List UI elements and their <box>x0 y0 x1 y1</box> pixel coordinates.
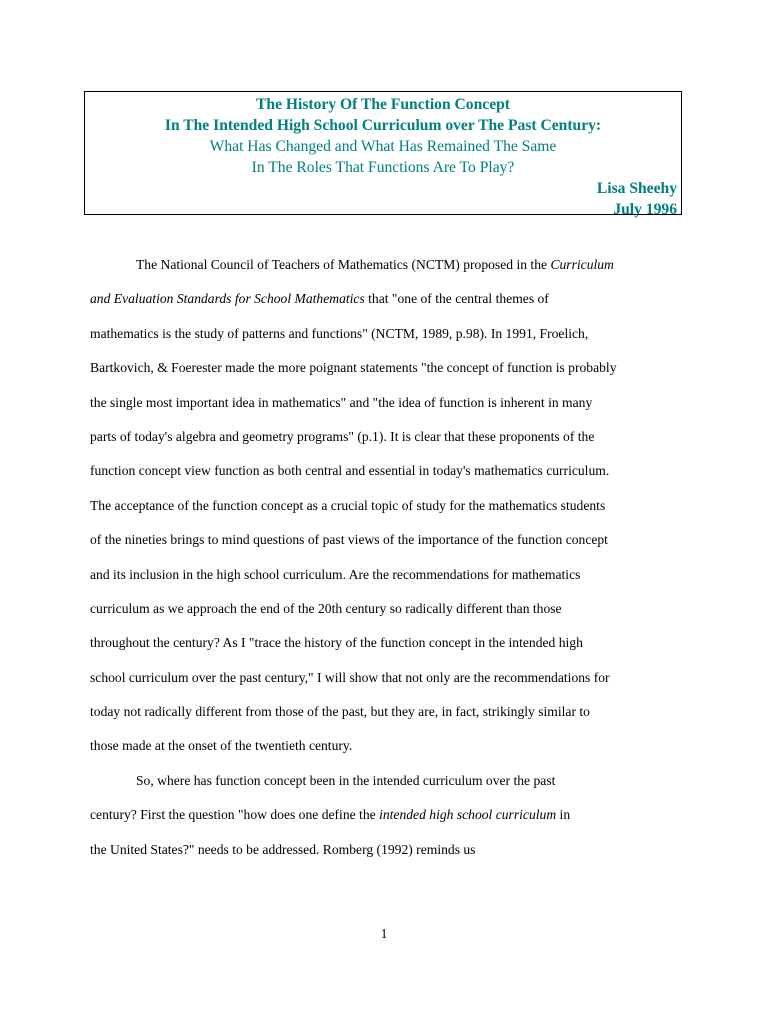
author-name: Lisa Sheehy <box>596 180 677 197</box>
paragraph-2-line: So, where has function concept been in the intended curriculum over the past <box>136 772 556 788</box>
paragraph-1-line: of the nineties brings to mind questions of past views of the importance of the function concept <box>90 532 608 548</box>
paragraph-1-line: parts of today's algebra and geometry programs" (p.1). It is clear that these proponents of the <box>90 428 595 444</box>
paragraph-1-line <box>90 282 680 316</box>
paragraph-2-line: the United States?" needs to be addressed. Romberg (1992) reminds us <box>90 841 476 857</box>
title-line-1: The History Of The Function Concept <box>256 96 510 113</box>
subtitle-line-1: What Has Changed and What Has Remained The Same <box>209 138 557 155</box>
paragraph-1-line: The acceptance of the function concept as a crucial topic of study for the mathematics students <box>90 497 606 513</box>
paragraph-1-line: those made at the onset of the twentieth century. <box>90 738 353 754</box>
text-span: century? First the question "how does one define the <box>90 807 380 823</box>
paragraph-2-line <box>90 798 680 832</box>
subtitle-line-2: In The Roles That Functions Are To Play? <box>251 159 515 176</box>
paragraph-1-line: function concept view function as both central and essential in today's mathematics curriculum. <box>90 463 610 479</box>
document-date: July 1996 <box>613 201 677 218</box>
text-span: in <box>556 807 571 823</box>
paragraph-1-line: Bartkovich, & Foerester made the more poignant statements "the concept of function is probably <box>90 360 617 376</box>
title-line-2: In The Intended High School Curriculum over The Past Century: <box>164 117 602 134</box>
paragraph-1-line: today not radically different from those of the past, but they are, in fact, strikingly similar to <box>90 704 590 720</box>
text-span: that "one of the central themes of <box>364 291 549 307</box>
italic-title: Curriculum <box>550 257 614 272</box>
paragraph-1-line: throughout the century? As I "trace the history of the function concept in the intended high <box>90 635 583 651</box>
paragraph-1-line: and its inclusion in the high school curriculum. Are the recommendations for mathematics <box>90 566 581 582</box>
paragraph-1-line: mathematics is the study of patterns and functions" (NCTM, 1989, p.98). In 1991, Froelich, <box>90 325 589 341</box>
paragraph-1-line <box>90 248 680 282</box>
paragraph-1-line: curriculum as we approach the end of the 20th century so radically different than those <box>90 600 562 616</box>
title-box <box>84 91 682 218</box>
body-text <box>90 248 680 867</box>
page-number: 1 <box>380 926 388 941</box>
text-span: The National Council of Teachers of Mathematics (NCTM) proposed in the <box>136 257 551 272</box>
paragraph-1-line: the single most important idea in mathematics" and "the idea of function is inherent in many <box>90 394 593 410</box>
italic-title: and Evaluation Standards for School Mathematics <box>90 291 365 307</box>
paragraph-1-line: school curriculum over the past century," I will show that not only are the recommendations for <box>90 669 610 685</box>
italic-phrase: intended high school curriculum <box>379 807 557 823</box>
